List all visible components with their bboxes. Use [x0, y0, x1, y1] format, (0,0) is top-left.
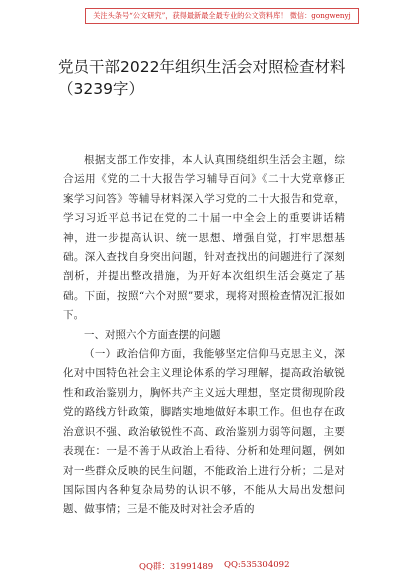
header-banner: 关注头条号“公文研究”，获得最新最全最专业的公文资料库！ 微信：gongwenyj	[85, 8, 359, 24]
footer-qq-group: QQ群：31991489	[139, 562, 214, 572]
title-line-2: （3239字）	[58, 80, 144, 98]
section-paragraph: （一）政治信仰方面，我能够坚定信仰马克思主义，深化对中国特色社会主义理论体系的学习理解，提高政治敏锐性和政治鉴别力，胸怀共产主义远大理想，坚定贯彻现阶段党的路线方针政策，脚踏实地地做好本职工作。但也存在政治意识不强、政治敏锐性不高、政治鉴别力弱等问题，主要表现在：一是不善于从政治上看待、分析和处理问题，例如对一些群众反映的民生问题，不能政治上进行分析；二是对国际国内各种复杂局势的认识不够，不能从大局出发想问题、做事情；三是不能及时对社会矛盾的	[63, 348, 345, 516]
intro-paragraph: 根据支部工作安排，本人认真围绕组织生活会主题，综合运用《党的二十大报告学习辅导百问》《二十大党章修正案学习问答》等辅导材料深入学习党的二十大报告和党章，学习习近平总书记在党的二十届一中全会上的重要讲话精神，进一步提高认识、统一思想、增强自觉，打牢思想基础。深入查找自身突出问题，针对查找出的问题进行了深刻剖析，并提出整改措施，为开好本次组织生活会奠定了基础。下面，按照“六个对照”要求，现将对照检查情况汇报如下。	[63, 154, 345, 322]
document-body	[63, 151, 345, 520]
footer	[0, 560, 408, 574]
document-title	[58, 56, 358, 100]
section-heading: 一、对照六个方面查摆的问题	[84, 328, 221, 341]
title-line-1: 党员干部2022年组织生活会对照检查材料	[58, 58, 346, 76]
footer-qq-number: QQ:535304092	[224, 560, 290, 570]
